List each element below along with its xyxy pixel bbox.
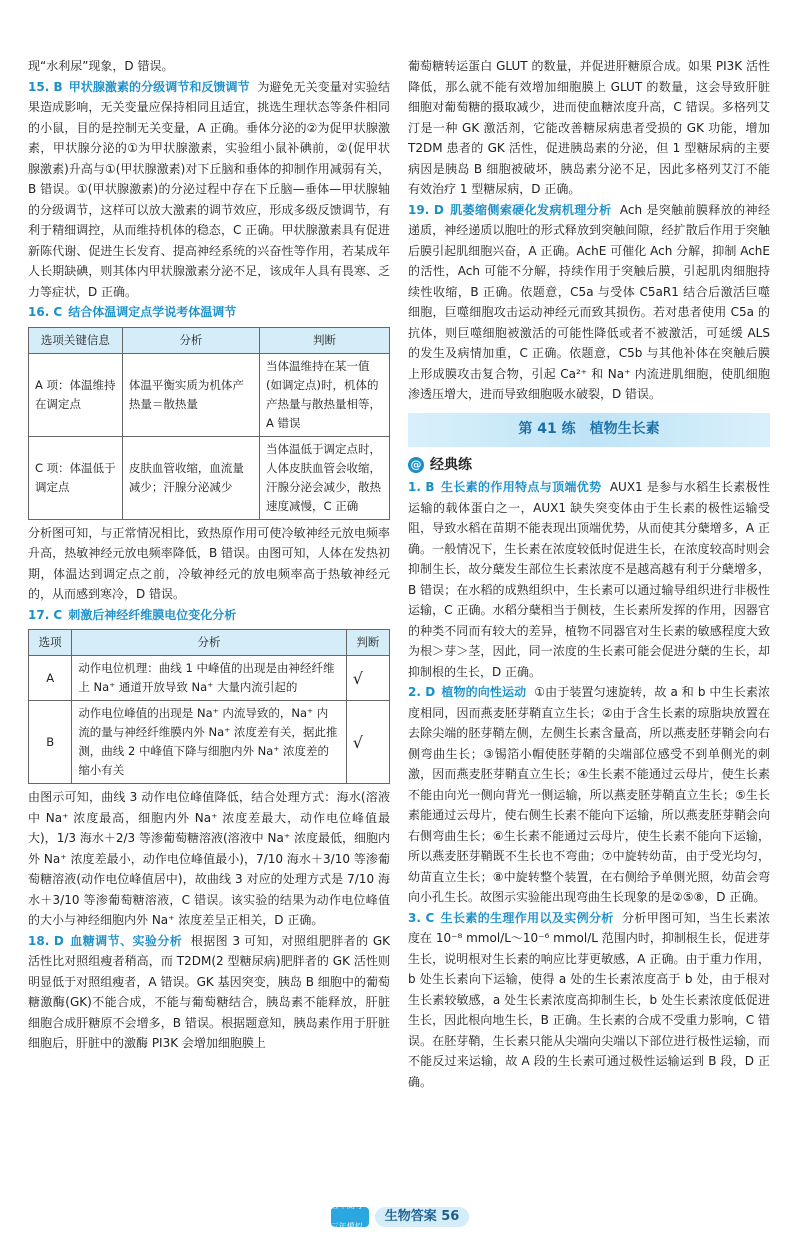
section-title xyxy=(408,455,770,476)
answer-3 xyxy=(408,908,770,1093)
answer-15-text: 为避免无关变量对实验结果造成影响，无关变量应保持相同且适宜，挑选生理状态等条件相同的小鼠，目的是控制无关变量，A 正确。垂体分泌的②为促甲状腺激素，甲状腺分泌的①为甲状腺激素，实验组小鼠补碘前，②(促甲状腺激素)升高与①(甲状腺激素)对下丘脑和垂体的抑制作用减弱有关，B 错误。①(甲状腺激素)的分泌过程中存在下丘脑—垂体—甲状腺轴的分级调节，这样可以放大激素的调节效应，形成多级反馈调节，有利于精细调控，从而维持机体的稳态，C 正确。甲状腺激素具有促进新陈代谢、促进生长发育、提高神经系统的兴奋性等作用，若某成年人长期缺碘，则其体内甲状腺激素分泌不足，该成年人具有畏寒、乏力等症状，D 正确。 xyxy=(28,79,390,299)
table16-cell: 当体温维持在某一值(如调定点)时，机体的产热量与散热量相等，A 错误 xyxy=(260,353,390,436)
answer-17-header xyxy=(28,605,390,626)
table-row xyxy=(29,436,390,519)
answer-19-text: Ach 是突触前膜释放的神经递质，神经递质以胞吐的形式释放到突触间隙，经扩散后作用于突触后膜引起肌细胞兴奋，A 正确。AchE 可催化 Ach 分解，抑制 AchE 的活性，Ach 可能不分解，持续作用于突触后膜，引起肌肉细胞持续性收缩，B 正确。依题意，C5a 与受体 C5aR1 结合后激活巨噬细胞，巨噬细胞攻击运动神经元而致其损伤。若对患者使用 C5a 的抗体，则巨噬细胞被激活的可能性降低或者不被激活，可延缓 ALS 的发生及病情加重，C 正确。依题意，C5b 与其他补体在突触后膜上形成膜攻击复合物，引起 Ca²⁺ 和 Na⁺ 内流进肌细胞，使肌细胞渗透压增大，进而导致细胞吸水破裂，D 错误。 xyxy=(408,202,770,401)
left-column xyxy=(28,56,390,1054)
table16-cell: C 项：体温低于调定点 xyxy=(29,436,123,519)
answer-3-text: 分析甲图可知，当生长素浓度在 10⁻⁸ mmol/L～10⁻⁶ mmol/L 范围内时，抑制根生长，促进芽生长，说明根对生长素的响应比芽更敏感，A 正确。由于重力作用，b 处生长素向下运输，使得 a 处的生长素浓度高于 b 处，由于根对生长素较敏感，a 处生长素浓度高抑制生长，b 处生长素浓度低促进生长，因此根向地生长，B 正确。生长素的合成不受重力影响，C 错误。在胚芽鞘，生长素只能从尖端向尖端以下部位进行极性运输，而不能反过来运输，故 A 段的生长素可通过极性运输运到 B 段，D 正确。 xyxy=(408,910,770,1089)
answer-1-id: 1. B xyxy=(408,480,435,494)
answer-19 xyxy=(408,200,770,405)
answer-2-id: 2. D xyxy=(408,685,436,699)
answer-19-topic: 肌萎缩侧索硬化发病机理分析 xyxy=(449,202,612,217)
table17-header-1: 分析 xyxy=(72,630,346,656)
table17-cell: 动作电位峰值的出现是 Na⁺ 内流导致的，Na⁺ 内流的量与神经纤维膜内外 Na⁺ 浓度差有关，据此推测，曲线 2 中峰值下降与细胞内外 Na⁺ 浓度差的缩小有关 xyxy=(72,701,346,784)
right-para-0: 葡萄糖转运蛋白 GLUT 的数量，并促进肝糖原合成。如果 PI3K 活性降低，那么就不能有效增加细胞膜上 GLUT 的数量，这会导致肝脏细胞对葡萄糖的摄取减少，进而使血糖浓度升高，C 错误。多格列艾汀是一种 GK 激活剂，它能改善糖尿病患者受损的 GK 功能，增加 T2DM 患者的 GK 活性，促进胰岛素的分泌，但 1 型糖尿病的主要病因是胰岛 B 细胞被破坏，胰岛素分泌不足，因此多格列艾汀不能有效治疗 1 型糖尿病，D 正确。 xyxy=(408,59,770,196)
answer-18-id: 18. D xyxy=(28,933,64,948)
publisher-logo-icon: 五年高考 三年模拟 xyxy=(331,1207,369,1227)
answer-3-id: 3. C xyxy=(408,910,435,925)
table-row xyxy=(29,353,390,436)
answer-16-header xyxy=(28,302,390,323)
check-mark: √ xyxy=(346,701,389,784)
answer-18-topic: 血糖调节、实验分析 xyxy=(69,933,183,948)
section-title-text: 经典练 xyxy=(430,456,472,473)
table16-header-0: 选项关键信息 xyxy=(29,327,123,353)
table17-cell: A xyxy=(29,656,72,701)
answer-1-text: AUX1 是参与水稻生长素极性运输的载体蛋白之一，AUX1 缺失突变体由于生长素的极性运输受阻，导致水稻在苗期不能表现出顶端优势，从而使其分蘖增多，A 正确。一般情况下，生长素在浓度较低时促进生长，在浓度较高时则会抑制生长，故分蘖发生部位生长素浓度不是越高越有利于分蘖增多，B 错误；在水稻的成熟组织中，生长素可以通过输导组织进行非极性运输，C 正确。水稻分蘖相当于侧枝，生长素所发挥的作用，因器官的种类不同而有较大的差异，植物不同器官对生长素的敏感程度大致为根＞芽＞茎，因此，同一浓度的生长素可能会促进分蘖的生长，却抑制根的生长，D 正确。 xyxy=(408,480,770,679)
left-para-0: 现“水利尿”现象，D 错误。 xyxy=(28,59,174,73)
table17-cell: 动作电位机理：曲线 1 中峰值的出现是由神经纤维上 Na⁺ 通道开放导致 Na⁺ 大量内流引起的 xyxy=(72,656,346,701)
table17-header-0: 选项 xyxy=(29,630,72,656)
table16-cell: 体温平衡实质为机体产热量＝散热量 xyxy=(122,353,259,436)
table17-cell: B xyxy=(29,701,72,784)
answer-15 xyxy=(28,77,390,303)
table16-cell: 皮肤血管收缩，血流量减少；汗腺分泌减少 xyxy=(122,436,259,519)
answer-17-topic: 刺激后神经纤维膜电位变化分析 xyxy=(68,607,237,622)
table17-header-2: 判断 xyxy=(346,630,389,656)
answer-15-id: 15. B xyxy=(28,79,63,94)
answer-15-topic: 甲状腺激素的分级调节和反馈调节 xyxy=(68,79,250,94)
answer-16-table xyxy=(28,327,390,520)
answer-18 xyxy=(28,931,390,1054)
table-row xyxy=(29,701,390,784)
right-column xyxy=(408,56,770,1092)
table16-cell: A 项：体温维持在调定点 xyxy=(29,353,123,436)
lesson-title: 第 41 练 植物生长素 xyxy=(518,421,660,438)
swirl-icon: @ xyxy=(408,457,424,473)
table16-header-1: 分析 xyxy=(122,327,259,353)
table16-header-2: 判断 xyxy=(260,327,390,353)
check-mark: √ xyxy=(346,656,389,701)
answer-18-text: 根据图 3 可知，对照组肥胖者的 GK 活性比对照组瘦者稍高，而 T2DM(2 型糖尿病)肥胖者的 GK 活性则明显低于对照组瘦者，A 错误。GK 基因突变，胰岛 B 细胞中的葡萄糖激酶(GK)不能合成，不能与葡萄糖结合，胰岛素不能释放，肝脏细胞合成肝糖原不会增多，B 错误。根据题意知，胰岛素作用于肝脏细胞后，肝脏中的激酶 PI3K 会增加细胞膜上 xyxy=(28,933,390,1050)
answer-2-text: ①由于装置匀速旋转，故 a 和 b 中生长素浓度相同，因而燕麦胚芽鞘直立生长；②由于含生长素的琼脂块放置在去除尖端的胚芽鞘左侧，左侧生长素含量高，所以燕麦胚芽鞘会向右侧弯曲生长；③锡箔小帽使胚芽鞘的尖端部位感受不到单侧光的刺激，因而燕麦胚芽鞘直立生长；④生长素不能通过云母片，使生长素不能由向光一侧向背光一侧运输，所以燕麦胚芽鞘直立生长；⑤生长素能通过云母片，使右侧生长素不能向下运输，所以燕麦胚芽鞘会向右侧弯曲生长；⑥生长素不能通过云母片，使生长素不能向下运输，所以燕麦胚芽鞘既不生长也不弯曲；⑦中旋转幼苗，由于受光均匀，幼苗直立生长；⑧中旋转整个装置，在右侧给予单侧光照，幼苗会弯向小孔生长。故图示实验能出现弯曲生长现象的是②⑤⑧，D 正确。 xyxy=(408,685,770,904)
answer-17-id: 17. C xyxy=(28,607,63,622)
answer-16-id: 16. C xyxy=(28,305,63,319)
table-row xyxy=(29,656,390,701)
answer-19-id: 19. D xyxy=(408,202,444,217)
answer-16-topic: 结合体温调定点学说考体温调节 xyxy=(68,305,237,319)
answer-2 xyxy=(408,682,770,908)
answer-16-after: 分析图可知，与正常情况相比，致热原作用可使冷敏神经元放电频率升高，热敏神经元放电频率降低，B 错误。由图可知，人体在发热初期，体温达到调定点之前，冷敏神经元的放电频率高于热敏神经元的，从而感到寒冷，D 错误。 xyxy=(28,525,390,601)
answer-1 xyxy=(408,477,770,682)
answer-1-topic: 生长素的作用特点与顶端优势 xyxy=(440,480,602,494)
answer-2-topic: 植物的向性运动 xyxy=(441,685,527,699)
page-number-label: 生物答案 56 xyxy=(375,1207,470,1228)
answer-17-after: 由图示可知，曲线 3 动作电位峰值降低，结合处理方式：海水(溶液中 Na⁺ 浓度最高，细胞内外 Na⁺ 浓度差最大，动作电位峰值最大)，1/3 海水＋2/3 等渗葡萄糖溶液(溶液中 Na⁺ 浓度最低，细胞内外 Na⁺ 浓度差最小，动作电位峰值最小)，7/10 海水＋3/10 等渗葡萄糖溶液(动作电位峰值居中)，故曲线 3 对应的处理方式是 7/10 海水＋3/10 等渗葡萄糖溶液，C 错误。该实验的结果为动作电位峰值的大小与神经细胞内外 Na⁺ 浓度差呈正相关，D 正确。 xyxy=(28,790,390,927)
table16-cell: 当体温低于调定点时，人体皮肤血管会收缩，汗腺分泌会减少，散热速度减慢，C 正确 xyxy=(260,436,390,519)
lesson-title-banner xyxy=(408,413,770,447)
answer-3-topic: 生长素的生理作用以及实例分析 xyxy=(440,910,614,925)
answer-17-table xyxy=(28,629,390,784)
page-footer xyxy=(0,1201,800,1231)
